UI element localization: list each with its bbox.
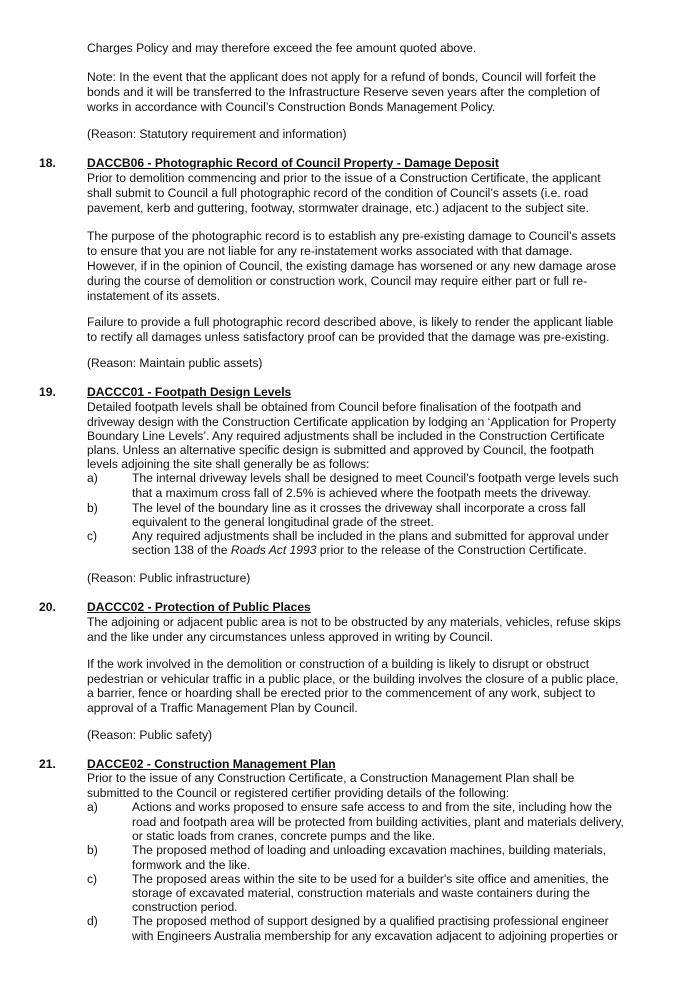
- s19-p1-line: levels adjoining the site shall generally be as follows:: [87, 457, 370, 471]
- s19-item-b-line: The level of the boundary line as it crosses the driveway shall incorporate a cross fall: [132, 501, 586, 515]
- section-21-title: DACCE02 - Construction Management Plan: [87, 757, 336, 771]
- intro-line: Charges Policy and may therefore exceed the fee amount quoted above.: [87, 41, 477, 55]
- s19-c2-post: prior to the release of the Construction Certificate.: [316, 543, 587, 557]
- s21-item-d-line: The proposed method of support designed by a qualified practising professional engineer: [132, 914, 609, 928]
- intro-note-line: bonds and it will be transferred to the Infrastructure Reserve seven years after the completion of: [87, 85, 600, 99]
- s20-p1-line: The adjoining or adjacent public area is not to be obstructed by any materials, vehicles, refuse skips: [87, 615, 621, 629]
- section-20-number: 20.: [39, 600, 56, 614]
- s21-item-a-label: a): [87, 800, 98, 814]
- s19-item-a-label: a): [87, 471, 98, 485]
- section-18-title: DACCB06 - Photographic Record of Council Property - Damage Deposit: [87, 156, 499, 170]
- s18-p1-line: Prior to demolition commencing and prior to the issue of a Construction Certificate, the applicant: [87, 171, 601, 185]
- s21-item-c-line: storage of excavated material, construction materials and waste containers during the: [132, 886, 590, 900]
- section-20-title: DACCC02 - Protection of Public Places: [87, 600, 311, 614]
- s19-item-c-line: Any required adjustments shall be included in the plans and submitted for approval under: [132, 529, 609, 543]
- s19-c2-pre: section 138 of the: [132, 543, 231, 557]
- s19-item-a-line: that a maximum cross fall of 2.5% is achieved where the footpath meets the driveway.: [132, 486, 591, 500]
- s18-p3-line: to rectify all damages unless satisfactory proof can be provided that the damage was pre-existing.: [87, 330, 610, 344]
- s18-p1-line: pavement, kerb and guttering, footway, stormwater drainage, etc.) adjacent to the subject site.: [87, 201, 589, 215]
- s19-reason: (Reason: Public infrastructure): [87, 571, 251, 585]
- s19-item-c-line2: [132, 543, 642, 558]
- section-19-number: 19.: [39, 385, 56, 399]
- intro-reason: (Reason: Statutory requirement and information): [87, 127, 347, 141]
- s18-p2-line: during the course of demolition or construction work, Council may require either part or full re-: [87, 274, 588, 288]
- s21-p1-line: Prior to the issue of any Construction Certificate, a Construction Management Plan shall be: [87, 771, 575, 785]
- s18-p2-line: to ensure that you are not liable for any re-instatement works associated with that damage.: [87, 244, 573, 258]
- s21-p1-line: submitted to the Council or registered certifier providing details of the following:: [87, 786, 510, 800]
- s20-p2-line: If the work involved in the demolition or construction of a building is likely to disrupt or obstruct: [87, 657, 590, 671]
- s19-p1-line: plans. Unless an alternative specific design is submitted and approved by Council, the footpath: [87, 443, 594, 457]
- s19-p1-line: Detailed footpath levels shall be obtained from Council before finalisation of the footpath and: [87, 400, 582, 414]
- s21-item-a-line: Actions and works proposed to ensure safe access to and from the site, including how the: [132, 800, 612, 814]
- s20-p2-line: pedestrian or vehicular traffic in a public place, or the building involves the closure of a public place,: [87, 672, 619, 686]
- s19-item-a-line: The internal driveway levels shall be designed to meet Council’s footpath verge levels such: [132, 471, 619, 485]
- s19-item-b-label: b): [87, 501, 98, 515]
- s20-reason: (Reason: Public safety): [87, 728, 213, 742]
- s21-item-d-label: d): [87, 914, 98, 928]
- s21-item-a-line: or static loads from cranes, concrete pumps and the like.: [132, 829, 436, 843]
- s19-p1-line: driveway design with the Construction Certificate application by lodging an ‘Application for Property: [87, 415, 617, 429]
- section-18-number: 18.: [39, 156, 56, 170]
- s21-item-c-line: The proposed areas within the site to be used for a builder's site office and amenities, the: [132, 872, 609, 886]
- section-19-title: DACCC01 - Footpath Design Levels: [87, 385, 292, 399]
- s21-item-d-line: with Engineers Australia membership for any excavation adjacent to adjoining properties or: [132, 929, 619, 943]
- s19-item-b-line: equivalent to the general longitudinal grade of the street.: [132, 515, 434, 529]
- s18-p2-line: However, if in the opinion of Council, the existing damage has worsened or any new damage arose: [87, 259, 617, 273]
- s20-p2-line: approval of a Traffic Management Plan by Council.: [87, 701, 358, 715]
- s19-item-c-label: c): [87, 529, 98, 543]
- s20-p1-line: and the like under any circumstances unless approved in writing by Council.: [87, 630, 494, 644]
- s19-p1-line: Boundary Line Levels’. Any required adjustments shall be included in the Construction Certificate: [87, 429, 605, 443]
- s21-item-b-line: formwork and the like.: [132, 858, 251, 872]
- s21-item-b-line: The proposed method of loading and unloading excavation machines, building materials,: [132, 843, 606, 857]
- section-21-number: 21.: [39, 757, 56, 771]
- s18-p3-line: Failure to provide a full photographic record described above, is likely to render the applicant liable: [87, 315, 614, 329]
- s21-item-c-line: construction period.: [132, 900, 238, 914]
- s18-p1-line: shall submit to Council a full photographic record of the condition of Council’s assets (i.e. road: [87, 186, 589, 200]
- s18-reason: (Reason: Maintain public assets): [87, 356, 263, 370]
- s21-item-b-label: b): [87, 843, 98, 857]
- s21-item-c-label: c): [87, 872, 98, 886]
- intro-note-line: Note: In the event that the applicant does not apply for a refund of bonds, Council will forfeit the: [87, 70, 596, 84]
- s18-p2-line: instatement of its assets.: [87, 289, 221, 303]
- roads-act-citation: Roads Act 1993: [230, 543, 317, 557]
- s18-p2-line: The purpose of the photographic record is to establish any pre-existing damage to Council’s assets: [87, 229, 616, 243]
- s20-p2-line: a barrier, fence or hoarding shall be erected prior to the commencement of any work, subject to: [87, 686, 596, 700]
- intro-note-line: works in accordance with Council’s Construction Bonds Management Policy.: [87, 100, 496, 114]
- s21-item-a-line: road and footpath area will be protected from building activities, plant and materials delivery,: [132, 815, 624, 829]
